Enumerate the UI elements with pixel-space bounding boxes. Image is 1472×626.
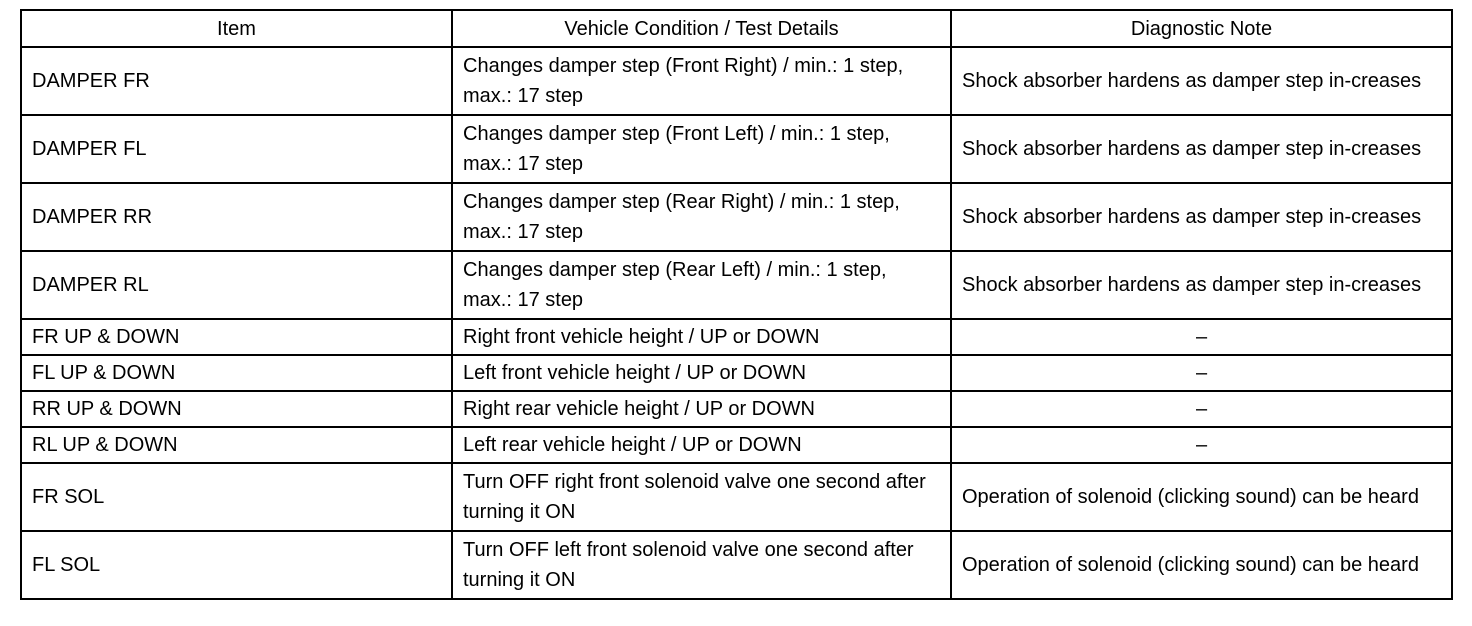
- cell-note: –: [951, 427, 1452, 463]
- cell-note: –: [951, 391, 1452, 427]
- table-row: [21, 531, 1452, 599]
- cell-note: Operation of solenoid (clicking sound) can be heard: [951, 531, 1452, 599]
- cell-item: DAMPER RL: [21, 251, 452, 319]
- active-test-table-container: [20, 9, 1451, 600]
- header-diagnostic-note: Diagnostic Note: [951, 10, 1452, 47]
- table-row: [21, 319, 1452, 355]
- table-row: [21, 47, 1452, 115]
- cell-item: FR SOL: [21, 463, 452, 531]
- cell-condition: Turn OFF left front solenoid valve one second after turning it ON: [452, 531, 951, 599]
- cell-note: Shock absorber hardens as damper step in-creases: [951, 251, 1452, 319]
- cell-note: Shock absorber hardens as damper step in-creases: [951, 183, 1452, 251]
- header-item: Item: [21, 10, 452, 47]
- table-row: [21, 183, 1452, 251]
- table-header-row: [21, 10, 1452, 47]
- cell-condition: Left rear vehicle height / UP or DOWN: [452, 427, 951, 463]
- table-row: [21, 463, 1452, 531]
- cell-condition: Changes damper step (Front Right) / min.: 1 step, max.: 17 step: [452, 47, 951, 115]
- cell-note: Operation of solenoid (clicking sound) can be heard: [951, 463, 1452, 531]
- header-vehicle-condition: Vehicle Condition / Test Details: [452, 10, 951, 47]
- cell-note: Shock absorber hardens as damper step in-creases: [951, 47, 1452, 115]
- cell-condition: Changes damper step (Rear Left) / min.: 1 step, max.: 17 step: [452, 251, 951, 319]
- cell-note: Shock absorber hardens as damper step in-creases: [951, 115, 1452, 183]
- cell-condition: Changes damper step (Rear Right) / min.: 1 step, max.: 17 step: [452, 183, 951, 251]
- cell-item: FL UP & DOWN: [21, 355, 452, 391]
- cell-item: FL SOL: [21, 531, 452, 599]
- table-row: [21, 355, 1452, 391]
- cell-item: DAMPER FR: [21, 47, 452, 115]
- table-row: [21, 427, 1452, 463]
- cell-condition: Left front vehicle height / UP or DOWN: [452, 355, 951, 391]
- table-row: [21, 251, 1452, 319]
- cell-condition: Changes damper step (Front Left) / min.: 1 step, max.: 17 step: [452, 115, 951, 183]
- active-test-table: [20, 9, 1453, 600]
- cell-note: –: [951, 319, 1452, 355]
- table-row: [21, 391, 1452, 427]
- cell-item: DAMPER FL: [21, 115, 452, 183]
- cell-condition: Turn OFF right front solenoid valve one second after turning it ON: [452, 463, 951, 531]
- cell-item: RR UP & DOWN: [21, 391, 452, 427]
- cell-note: –: [951, 355, 1452, 391]
- cell-condition: Right front vehicle height / UP or DOWN: [452, 319, 951, 355]
- cell-item: DAMPER RR: [21, 183, 452, 251]
- table-row: [21, 115, 1452, 183]
- cell-condition: Right rear vehicle height / UP or DOWN: [452, 391, 951, 427]
- cell-item: FR UP & DOWN: [21, 319, 452, 355]
- cell-item: RL UP & DOWN: [21, 427, 452, 463]
